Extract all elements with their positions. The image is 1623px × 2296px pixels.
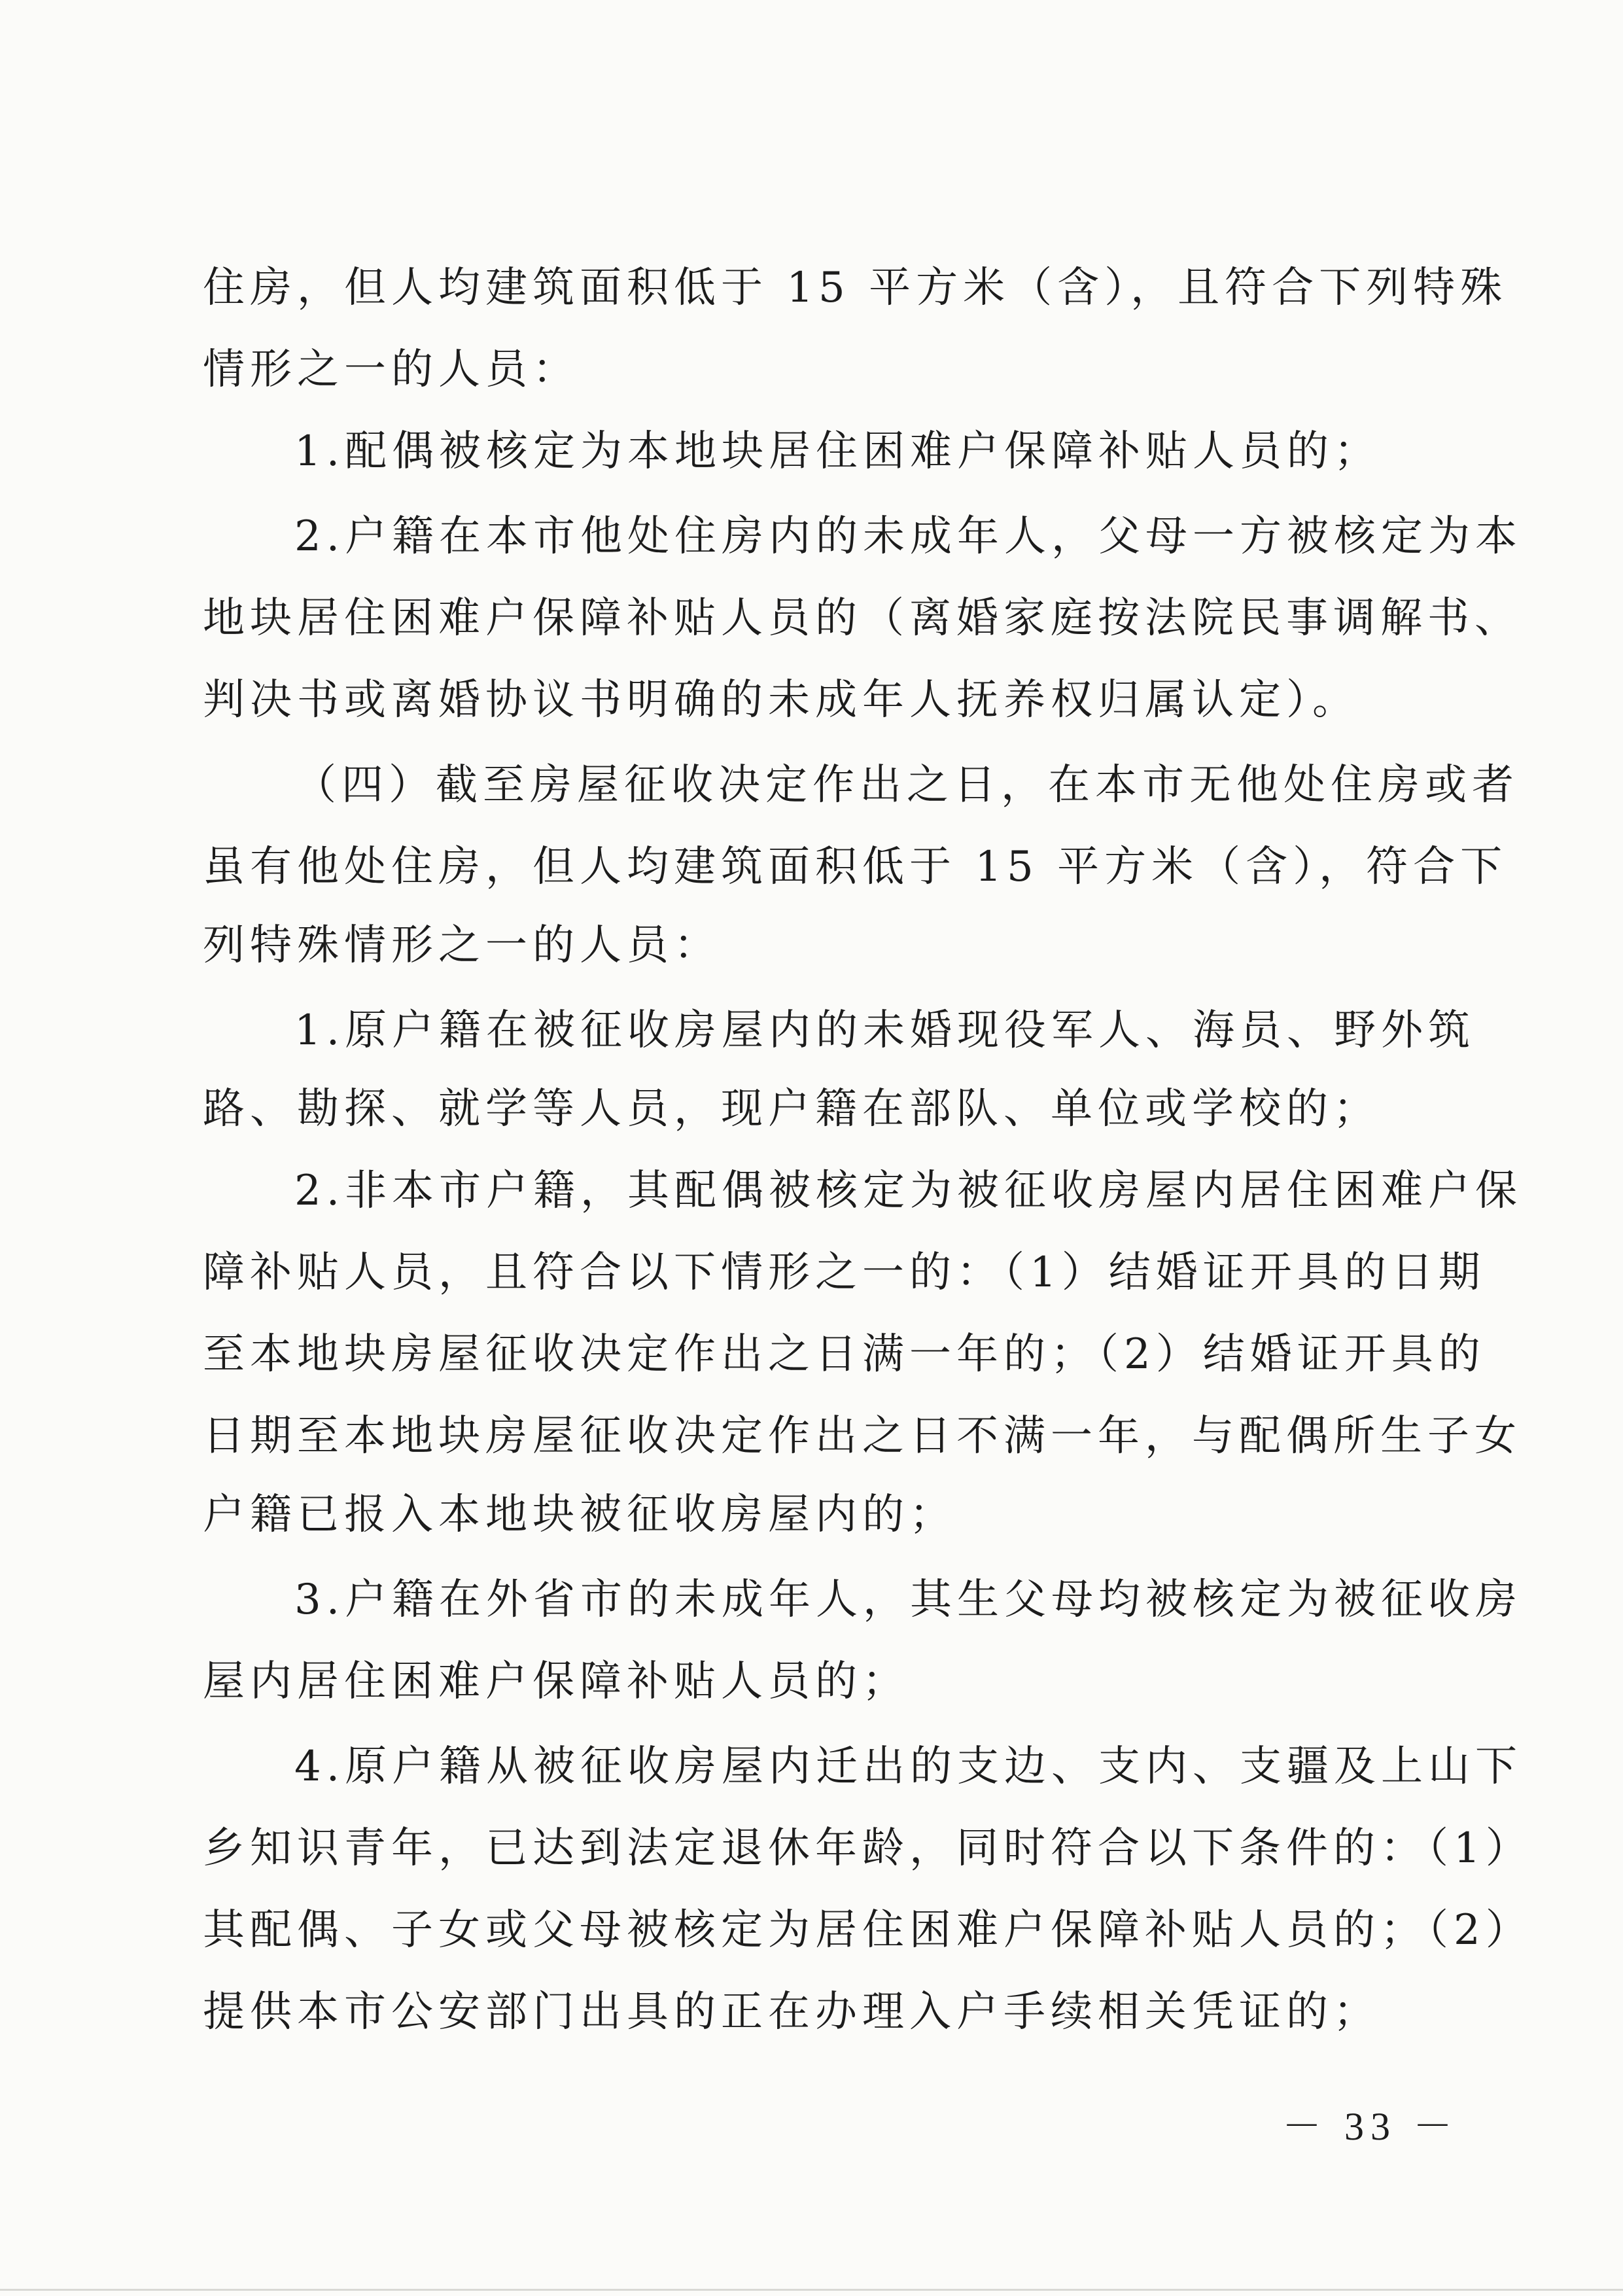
text-line: 路、勘探、就学等人员，现户籍在部队、单位或学校的； [203,1085,1380,1133]
text-line: 屋内居住困难户保障补贴人员的； [203,1657,909,1706]
text-line: （四）截至房屋征收决定作出之日，在本市无他处住房或者 [294,761,1519,809]
text-line: 3.户籍在外省市的未成年人，其生父母均被核定为被征收房 [294,1576,1523,1624]
text-line: 地块居住困难户保障补贴人员的（离婚家庭按法院民事调解书、 [203,594,1522,643]
text-line: 虽有他处住房，但人均建筑面积低于 15 平方米（含），符合下 [203,843,1508,891]
text-line: 2.非本市户籍，其配偶被核定为被征收房屋内居住困难户保 [294,1167,1523,1215]
text-line: 日期至本地块房屋征收决定作出之日不满一年，与配偶所生子女 [203,1412,1522,1460]
text-line: 1.原户籍在被征收房屋内的未婚现役军人、海员、野外筑 [294,1006,1476,1055]
text-line: 乡知识青年，已达到法定退休年龄，同时符合以下条件的：（1） [203,1824,1533,1873]
page-number: － 33 － [1282,2105,1459,2148]
text-line: 其配偶、子女或父母被核定为居住困难户保障补贴人员的；（2） [203,1906,1533,1954]
text-line: 1.配偶被核定为本地块居住困难户保障补贴人员的； [294,427,1382,476]
text-line: 至本地块房屋征收决定作出之日满一年的；（2）结婚证开具的 [203,1330,1486,1379]
text-line: 4.原户籍从被征收房屋内迁出的支边、支内、支疆及上山下 [294,1742,1523,1791]
text-line: 2.户籍在本市他处住房内的未成年人，父母一方被核定为本 [294,512,1523,561]
text-line: 判决书或离婚协议书明确的未成年人抚养权归属认定）。 [203,676,1359,724]
text-line: 障补贴人员，且符合以下情形之一的：（1）结婚证开具的日期 [203,1248,1486,1297]
text-line: 列特殊情形之一的人员： [203,921,721,970]
text-line: 提供本市公安部门出具的正在办理入户手续相关凭证的； [203,1988,1380,2036]
text-line: 住房，但人均建筑面积低于 15 平方米（含），且符合下列特殊 [203,264,1508,312]
text-line: 户籍已报入本地块被征收房屋内的； [203,1491,956,1539]
text-line: 情形之一的人员： [203,345,580,394]
page-bottom-edge [0,2289,1623,2291]
